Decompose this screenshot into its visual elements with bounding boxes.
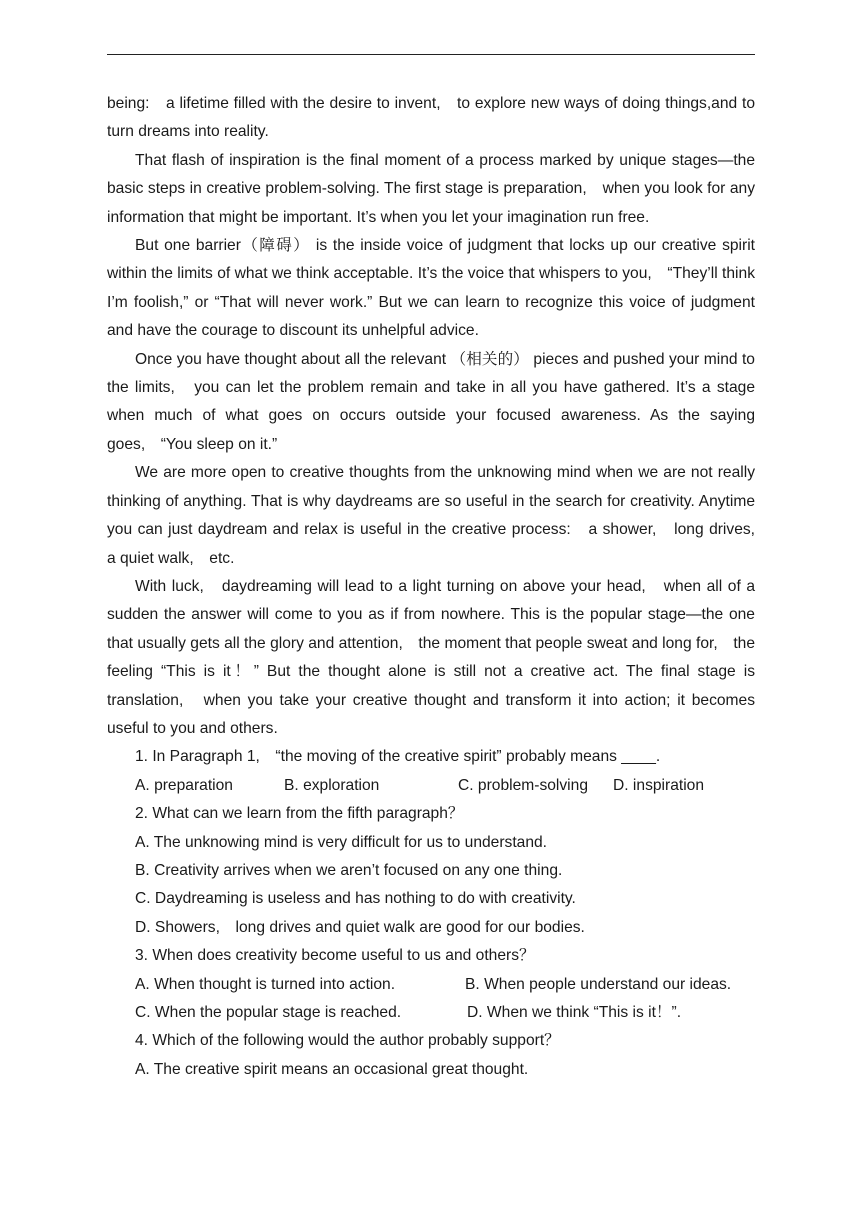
- question-3-options-row-1: [107, 971, 755, 999]
- question-2-stem: 2. What can we learn from the fifth paragraph？: [135, 805, 464, 823]
- paragraph-continued: being: a lifetime filled with the desire to invent, to explore new ways of doing things,and to turn dreams into reality.: [107, 95, 755, 141]
- paragraph-daydreams: We are more open to creative thoughts from the unknowing mind when we are not really thinking of anything. That is why daydreams are so useful in the search for creativity. Anytime you can just daydream and relax is useful in the creative process: a shower, long drives, a quiet walk, etc.: [107, 464, 771, 567]
- question-2-option-c: C. Daydreaming is useless and has nothing to do with creativity.: [135, 890, 576, 908]
- question-1-option-c: C. problem-solving: [458, 776, 588, 794]
- document-body: [107, 90, 771, 1084]
- question-3-option-a: A. When thought is turned into action.: [135, 975, 396, 993]
- question-2-option-a: A. The unknowing mind is very difficult for us to understand.: [135, 833, 548, 851]
- question-1-option-a: A. preparation: [135, 776, 233, 794]
- question-2-option-b: B. Creativity arrives when we aren’t focused on any one thing.: [135, 861, 563, 879]
- header-rule: [107, 54, 755, 55]
- question-3-option-b: B. When people understand our ideas.: [465, 975, 732, 993]
- question-1-options: [107, 772, 755, 800]
- question-4-option-a: A. The creative spirit means an occasional great thought.: [135, 1060, 529, 1078]
- paragraph-stages: That flash of inspiration is the final moment of a process marked by unique stages—the basic steps in creative problem-solving. The first stage is preparation, when you look for any information that might be important. It’s when you let your imagination run free.: [107, 151, 755, 226]
- question-1-option-b: B. exploration: [284, 776, 380, 794]
- paragraph-barrier: But one barrier（障碍） is the inside voice of judgment that locks up our creative spirit within the limits of what we think acceptable. It’s the voice that whispers to you, “They’ll think I’m foolish,” or “That will never work.” But we can learn to recognize this voice of judgment and have the courage to discount its unhelpful advice.: [107, 237, 755, 340]
- paragraph-illumination: With luck, daydreaming will lead to a light turning on above your head, when all of a sudden the answer will come to you as if from nowhere. This is the popular stage—the one that usually gets all the glory and attention, the moment that people sweat and long for, the feeling “This is it！” But the thought alone is still not a creative act. The final stage is translation, when you take your creative thought and transform it into action; it becomes useful to you and others.: [107, 577, 755, 737]
- paragraph-incubation: Once you have thought about all the relevant （相关的） pieces and pushed your mind to the limits, you can let the problem remain and take in all you have gathered. It’s a stage when much of what goes on occurs outside your focused awareness. As the saying goes, “You sleep on it.”: [107, 350, 755, 453]
- question-2-option-d: D. Showers, long drives and quiet walk are good for our bodies.: [135, 918, 585, 936]
- question-1-option-d: D. inspiration: [613, 776, 705, 794]
- question-3-options-row-2: [107, 999, 755, 1027]
- question-3-option-c: C. When the popular stage is reached.: [135, 1004, 402, 1021]
- question-1-stem: 1. In Paragraph 1, “the moving of the creative spirit” probably means ____.: [135, 748, 661, 766]
- question-4-stem: 4. Which of the following would the author probably support？: [135, 1032, 560, 1050]
- question-3-option-d: D. When we think “This is it！”.: [467, 1004, 682, 1021]
- question-3-stem: 3. When does creativity become useful to us and others？: [135, 947, 535, 965]
